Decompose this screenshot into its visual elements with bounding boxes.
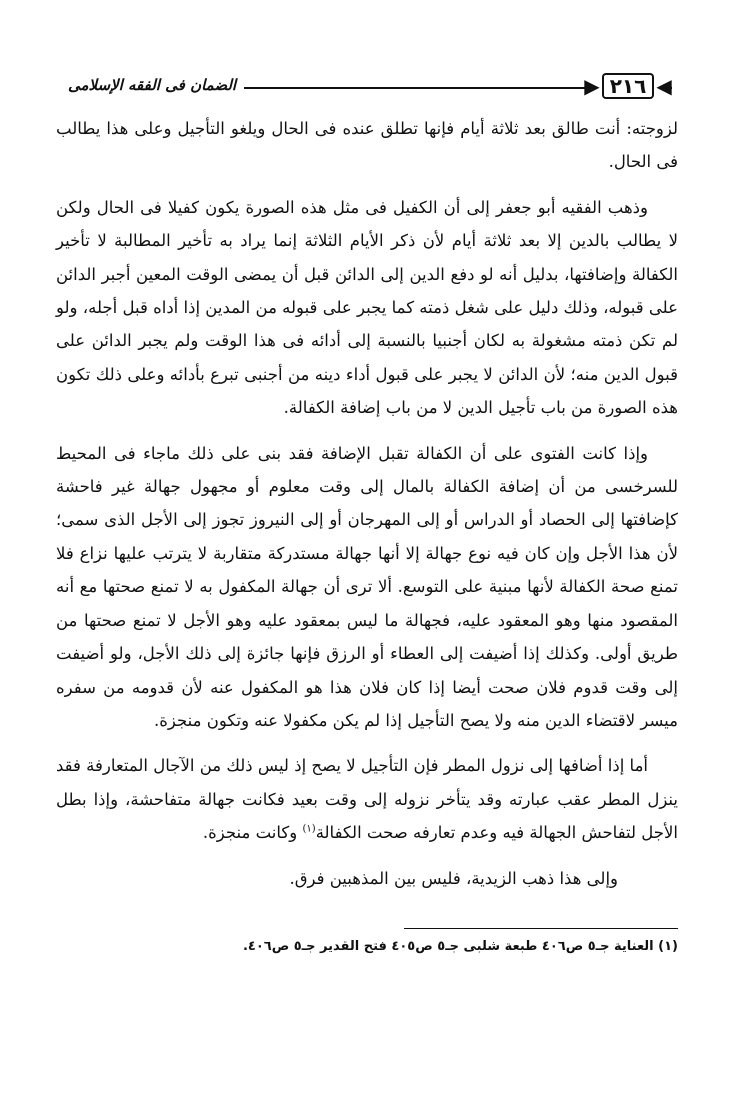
running-header [60, 68, 676, 98]
paragraph-text: أما إذا أضافها إلى نزول المطر فإن التأجيل لا يصح إذ ليس ذلك من الآجال المتعارفة فقد ينزل المطر عقب عبارته وقد يتأخر نزوله إلى وقت بعيد فكانت جهالة متفاحشة، وإذا بطل الأجل لتفاحش الجهالة فيه وعدم تعارفه صحت الكفالة [56, 756, 678, 843]
paragraph: لزوجته: أنت طالق بعد ثلاثة أيام فإنها تطلق عنده فى الحال ويلغو التأجيل وعلى هذا يطالب فى الحال. [56, 119, 678, 172]
footnote: (١) العناية جـ٥ ص٤٠٦ طبعة شلبى جـ٥ ص٤٠٥ فتح القدير جـ٥ ص٤٠٦. [242, 939, 678, 954]
body-text [56, 112, 678, 895]
paragraph: وذهب الفقيه أبو جعفر إلى أن الكفيل فى مثل هذه الصورة يكون كفيلا فى الحال ولكن لا يطالب بالدين إلا بعد ثلاثة أيام لأن ذكر الأيام الثلاثة إنما يراد به تأخير المطالبة لا تأخير الكفالة وإضافتها، بدليل أنه لو دفع الدين إلى الدائن قبل أن يمضى الوقت المعين أجبر الدائن على قبوله، وذلك دليل على شغل ذمته كما يجبر على قبوله من المدين إذا أداه قبل أجله، ولو لم تكن ذمته مشغولة به لكان أجنبيا بالنسبة إلى أدائه فى هذا الوقت ولم يجبر الدائن على قبول الدين منه؛ لأن الدائن لا يجبر على قبول أداء دينه من أجنبى تبرع بأدائه وعلى ذلك تكون هذه الصورة من باب تأجيل الدين لا من باب إضافة الكفالة. [56, 197, 678, 418]
header-ornament-left: ▶ [584, 74, 600, 98]
paragraph [56, 749, 678, 849]
footnote-reference: (١) [302, 823, 316, 835]
running-title: الضمان فى الفقه الإسلامى [60, 72, 244, 98]
paragraph-text-end: وكانت منجزة. [202, 823, 298, 843]
header-ornament-right: ◀ [656, 74, 672, 98]
paragraph: وإذا كانت الفتوى على أن الكفالة تقبل الإضافة فقد بنى على ذلك ماجاء فى المحيط للسرخسى من أن إضافة الكفالة بالمال إلى وقت معلوم أو مجهول جهالة غير فاحشة كإضافتها إلى الحصاد أو الدراس أو إلى المهرجان أو إلى النيروز تجوز إلى الأجل الذى سمى؛ لأن هذا الأجل وإن كان فيه نوع جهالة إلا أنها جهالة مستدركة متقاربة لا يترتب عليها نزاع فلا تمنع صحة الكفالة لأنها مبنية على التوسع. ألا ترى أن جهالة المكفول به لا تمنع صحتها مع أنه المقصود منها وهو المعقود عليه، فجهالة ما ليس بمعقود عليه وهو الأجل لا تمنع صحتها من طريق أولى. وكذلك إذا أضيفت إلى العطاء أو الرزق فإنها جائزة إلى ذلك الأجل، ولو أضيفت إلى وقت قدوم فلان صحت أيضا إذا كان فلان هذا هو المكفول عنه لأن قدومه من سفره ميسر لاقتضاء الدين منه ولا يصح التأجيل إذا لم يكن مكفولا عنه وتكون منجزة. [56, 443, 678, 730]
page-number-box [584, 72, 672, 100]
page-number: ٢١٦ [602, 73, 655, 99]
footnote-rule [404, 928, 678, 929]
paragraph: وإلى هذا ذهب الزيدية، فليس بين المذهبين فرق. [289, 868, 618, 888]
